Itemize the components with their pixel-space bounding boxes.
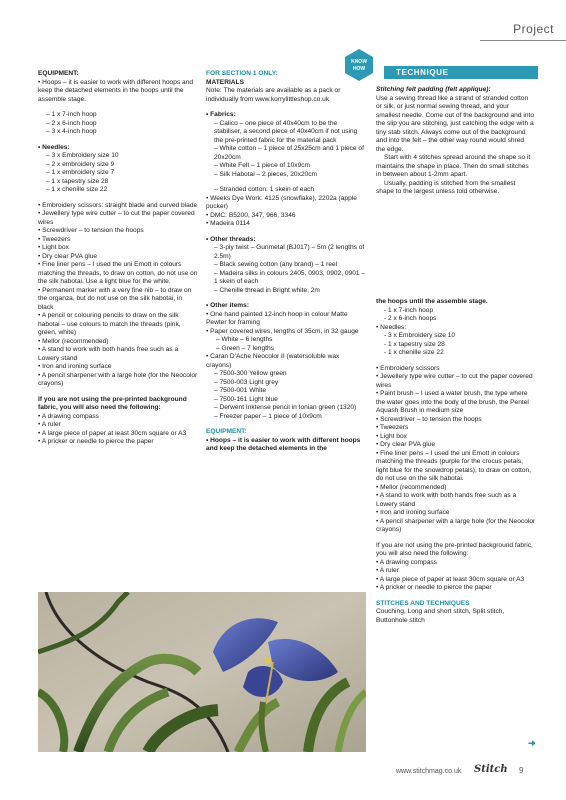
needle-list [38,152,198,195]
wire-list [206,336,366,353]
equipment-heading: EQUIPMENT: [38,70,79,77]
list-item: – 1 x 7-inch hoop [46,111,97,118]
equipment-heading-2: EQUIPMENT: [206,428,247,435]
section-name: Project [513,22,554,36]
know-how-badge-icon [344,48,374,82]
list-item: • A stand to work with both hands free such as a Lowery stand [38,346,179,362]
hoops-intro-2: • Hoops – it is easier to work with different hoops and keep the detached elements in the [206,436,361,452]
list-item: • A drawing compass [38,412,99,420]
list-item: • Light box [376,432,407,440]
list-item: - 2 x 6-inch hoops [384,315,437,322]
needle-list [376,332,536,358]
column-equipment [38,70,198,447]
list-item: – 1 x chenille size 22 [46,186,108,193]
badge-line-2: HOW [352,66,366,72]
list-item: • Permanent marker with a very fine nib – to draw on the organza, but do not use on the silk habotai, in black [38,286,192,311]
list-item: – 7500-001 White [214,387,267,394]
continue-arrow-icon: ➜ [528,738,536,748]
technique-para-3: Usually, padding is stitched from the smallest shape to the largest unless told otherwise. [376,179,516,195]
other-thread-list [206,244,366,295]
list-item: • A drawing compass [376,558,437,566]
list-item: – 3-ply twist – Gunmetal (BJ017) – 5m (2 lengths of 2.5m) [214,244,365,260]
list-item: • Embroidery scissors: straight blade and curved blade [38,201,198,209]
list-item: • Screwdriver – to tension the hoops [38,227,144,234]
other-items-heading: • Other items: [206,302,249,309]
list-item: • Jewellery type wire cutter – to cut the paper covered wires [376,373,533,389]
continued-text: the hoops until the assemble stage. [376,298,488,305]
stitch-logo: Stitch [474,764,508,775]
other-threads-heading: • Other threads: [206,235,256,243]
list-item: • Weeks Dye Work: 4125 (snowflake), 2202a (apple pucker) [206,194,357,210]
preprinted-note: If you are not using the pre-printed background fabric, you will also need the following: [376,541,533,557]
technique-subtitle: Stitching felt padding (felt applique): [376,86,491,93]
list-item: • DMC: B5200, 347, 966, 3346 [206,211,296,219]
hoop-list [376,307,536,324]
list-item: • Dry clear PVA glue [38,252,97,260]
list-item: • Tweezers [38,235,71,243]
list-item: • A pencil sharpener with a large hole (for the Neocolor crayons) [38,371,198,387]
page-number: 9 [519,766,524,775]
extras-list [376,559,536,593]
list-item: • A large piece of paper at least 30cm square or A3 [376,575,525,583]
list-item: – White cotton – 1 piece of 25x25cm and 1 piece of 20x20cm [214,145,364,161]
preprinted-note: If you are not using the pre-printed background fabric, you will also need the following: [38,395,187,411]
list-item: - 1 x tapestry size 28 [384,340,445,348]
list-item: • Fine liner pens – I used the uni Emott in colours matching the threads, to draw on cotton, do not use on the silk habotai. Use a light blue for the white. [38,261,198,285]
fabrics-heading: • Fabrics: [206,111,236,118]
materials-heading: MATERIALS [206,78,244,86]
fabric-list [206,120,366,180]
list-item: • Jewellery type wire cutter – to cut the paper covered wires [38,210,195,226]
list-item: • A pencil sharpener with a large hole (for the Neocolor crayons) [376,517,536,533]
footer-url: www.stitchmag.co.uk [396,768,462,775]
list-item: – Freezer paper – 1 piece of 10x9cm [214,412,322,420]
list-item: • Mellor (recommended) [376,483,447,491]
extras-list [38,413,198,447]
list-item: - 3 x Embroidery size 10 [384,332,456,339]
list-item: – 3 x 4-inch hoop [46,128,97,135]
thread-list [206,186,366,229]
technique-box [372,66,538,272]
list-item: • Dry clear PVA glue [376,441,435,448]
needles-heading: • Needles: [376,323,407,331]
list-item: - 1 x chenille size 22 [384,349,444,356]
list-item: – 2 x 6-inch hoop [46,119,97,127]
crayon-list [206,370,366,421]
materials-note: Note: The materials are available as a pack or individually from www.korrylittleshop.co.uk [206,87,341,103]
list-item: • Tweezers [376,424,409,431]
list-item: – Green – 7 lengths [216,344,274,352]
list-item: – Calico – one piece of 40x40cm to be the stabiliser, a second piece of 40x40cm if not using the pre-printed fabric for the material pack [214,119,358,144]
list-item: – White – 6 lengths [216,336,273,343]
technique-heading: TECHNIQUE [384,66,538,79]
section-rule [480,40,566,41]
needles-heading: • Needles: [38,143,70,151]
technique-body [376,86,534,197]
list-item: - 1 x 7-inch hoop [384,306,434,314]
column-materials [206,70,366,454]
list-item: – 7500-161 Light blue [214,395,278,403]
list-item: • Fine liner pens – I used the uni Emott in colours matching the threads (purple for the crocus petals, light blue for the snowdrop petals), to draw on cotton, do not use on the silk habotai. [376,449,532,482]
section-1-heading: FOR SECTION 1 ONLY: [206,70,278,77]
neocolor-item: • Caran D'Ache Neocolor II (watersoluble wax crayons) [206,353,340,369]
hoops-intro: • Hoops – it is easier to work with different hoops and keep the detached elements in the hoops until the assemble stage. [38,78,194,103]
list-item: • A ruler [38,421,61,428]
list-item: • Mellor (recommended) [38,337,109,345]
list-item: • Paint brush – I used a water brush, the type where the water goes into the body of the brush, the Pentel Aquash Brush in medium size [376,390,529,414]
list-item: – 3 x Embroidery size 10 [46,152,119,159]
tool-list [376,365,536,535]
list-item: • A ruler [376,567,399,574]
watermark: PassionForum.ru [440,784,501,793]
stitches-text: Couching, Long and short stitch, Split stitch, Buttonhole stitch [376,608,505,624]
technique-para-2: Start with 4 stitches spread around the shape so it maintains the shape in place. Then do small stitches in between about 1-2mm apart. [376,154,531,178]
list-item: • A pricker or needle to pierce the paper [376,584,492,591]
list-item: – 2 x embroidery size 9 [46,160,115,168]
list-item: – 7500-003 Light grey [214,378,279,386]
column-equipment-continued [376,298,536,625]
hoop-list [38,111,198,137]
stitches-heading: STITCHES AND TECHNIQUES [376,599,470,607]
list-item: – 7500-300 Yellow green [214,370,287,377]
list-item: – Madeira silks in colours 2405, 0903, 0902, 0901 – 1 skein of each [214,269,366,285]
list-item: – Chenille thread in Bright white, 2m [214,286,320,294]
list-item: • Embroidery scissors [376,364,440,372]
list-item: – Silk Habotai – 2 pieces, 20x20cm [214,170,317,178]
list-item: • One hand painted 12-inch hoop in colour Matte Pewter for framing [206,310,348,326]
embroidery-photo [38,592,366,752]
list-item: – Derwent Inktense pencil in Ionian green (1320) [214,404,357,411]
tool-list [38,202,198,389]
list-item: – 1 x tapestry size 28 [46,177,109,185]
list-item: • Iron and ironing surface [376,509,450,516]
list-item: • Screwdriver – to tension the hoops [376,415,482,423]
list-item: – 1 x embroidery size 7 [46,169,115,176]
list-item: • Light box [38,244,69,251]
other-item-list [206,311,366,337]
list-item: – Stranded cotton: 1 skein of each [214,186,315,193]
list-item: • Madeira 0114 [206,220,250,227]
list-item: • A large piece of paper at least 30cm square or A3 [38,429,187,437]
badge-line-1: KNOW [351,59,367,65]
list-item: • A pencil or colouring pencils to draw on the silk habotai – use colours to match the threads (pink, green, white) [38,312,181,336]
technique-para-1: Use a sewing thread like a strand of stranded cotton or silk, or just normal sewing thread, and your smallest needle. Come out of the background and into the slip you are stitching, just catching the edge with a tiny stab stitch. Always come out of the background and into the felt – the other way round would shred the edge. [376,94,534,153]
list-item: – White Felt – 1 piece of 10x9cm [214,162,311,169]
list-item: – Black sewing cotton (any brand) – 1 reel [214,261,338,268]
list-item: • A stand to work with both hands free such as a Lowery stand [376,492,517,508]
list-item: • A pricker or needle to pierce the paper [38,438,154,445]
list-item: • Iron and ironing surface [38,363,112,370]
list-item: • Paper covered wires, lengths of 35cm, in 32 gauge [206,327,359,335]
